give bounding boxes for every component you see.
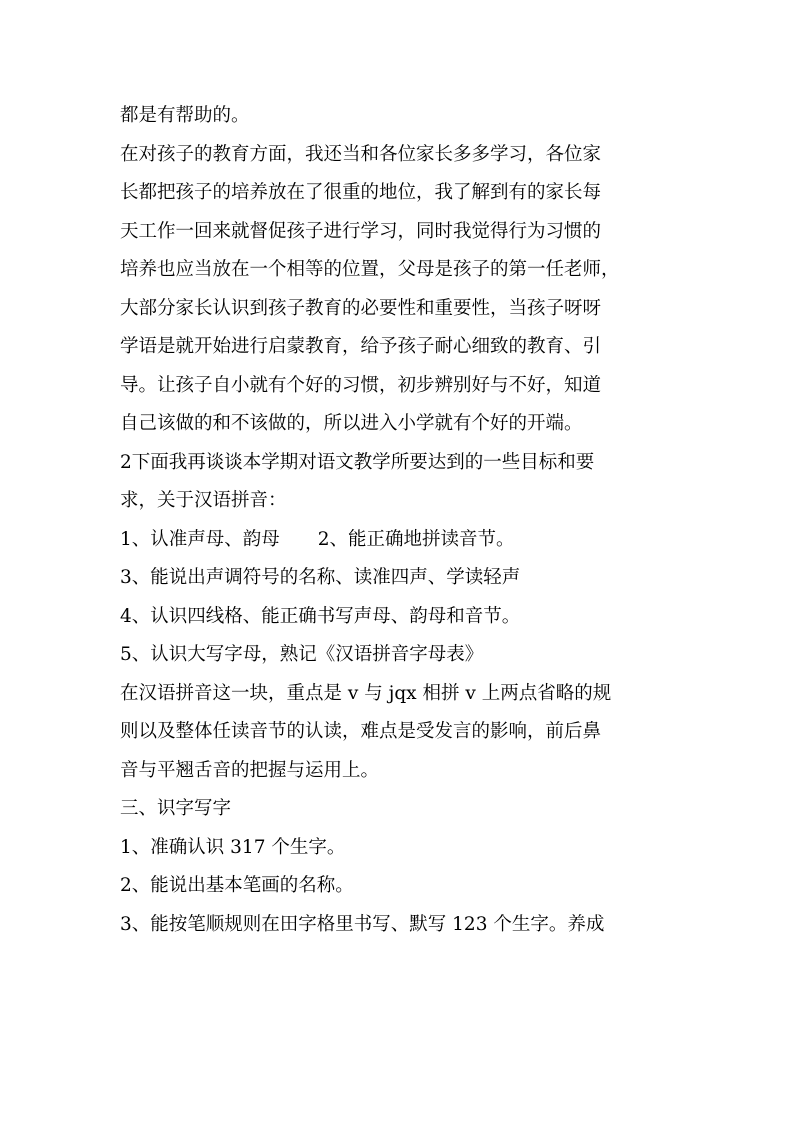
paragraph-line: 音与平翘舌音的把握与运用上。 xyxy=(120,759,380,781)
list-item-1: 1、认准声母、韵母 xyxy=(120,528,280,550)
paragraph-line: 在汉语拼音这一块，重点是 v 与 jqx 相拼 v 上两点省略的规 xyxy=(120,682,612,704)
paragraph-line: 学语是就开始进行启蒙教育，给予孩子耐心细致的教育、引 xyxy=(120,336,602,357)
paragraph-line: 大部分家长认识到孩子教育的必要性和重要性，当孩子呀呀 xyxy=(120,297,602,319)
paragraph-line: 求，关于汉语拼音： xyxy=(120,490,287,511)
document-body xyxy=(120,97,680,944)
paragraph-line: 自己该做的和不该做的，所以进入小学就有个好的开端。 xyxy=(120,413,583,434)
list-item-pair xyxy=(120,521,680,560)
list-item-5: 5、认识大写字母，熟记《汉语拼音字母表》 xyxy=(120,644,484,665)
paragraph-line: 培养也应当放在一个相等的位置，父母是孩子的第一任老师， xyxy=(120,259,620,280)
paragraph-line: 在对孩子的教育方面，我还当和各位家长多多学习，各位家 xyxy=(120,143,602,165)
list-item-4: 4、认识四线格、能正确书写声母、韵母和音节。 xyxy=(120,605,521,627)
paragraph-line: 则以及整体任读音节的认读，难点是受发言的影响，前后鼻 xyxy=(120,721,602,742)
paragraph-line: 都是有帮助的。 xyxy=(120,105,250,126)
section-heading: 三、识字写字 xyxy=(120,798,232,819)
list-item: 2、能说出基本笔画的名称。 xyxy=(120,875,354,896)
paragraph-line: 导。让孩子自小就有个好的习惯，初步辨别好与不好，知道 xyxy=(120,374,602,396)
list-item: 1、准确认识 317 个生字。 xyxy=(120,836,346,858)
list-item-2: 2、能正确地拼读音节。 xyxy=(317,528,515,550)
paragraph-line: 天工作一回来就督促孩子进行学习，同时我觉得行为习惯的 xyxy=(120,220,602,242)
list-item: 3、能按笔顺规则在田字格里书写、默写 123 个生字。养成 xyxy=(120,913,605,935)
paragraph-line: 2下面我再谈谈本学期对语文教学所要达到的一些目标和要 xyxy=(120,451,595,473)
list-item-3: 3、能说出声调符号的名称、读准四声、学读轻声 xyxy=(120,567,521,588)
paragraph-line: 长都把孩子的培养放在了很重的地位，我了解到有的家长每 xyxy=(120,182,602,203)
